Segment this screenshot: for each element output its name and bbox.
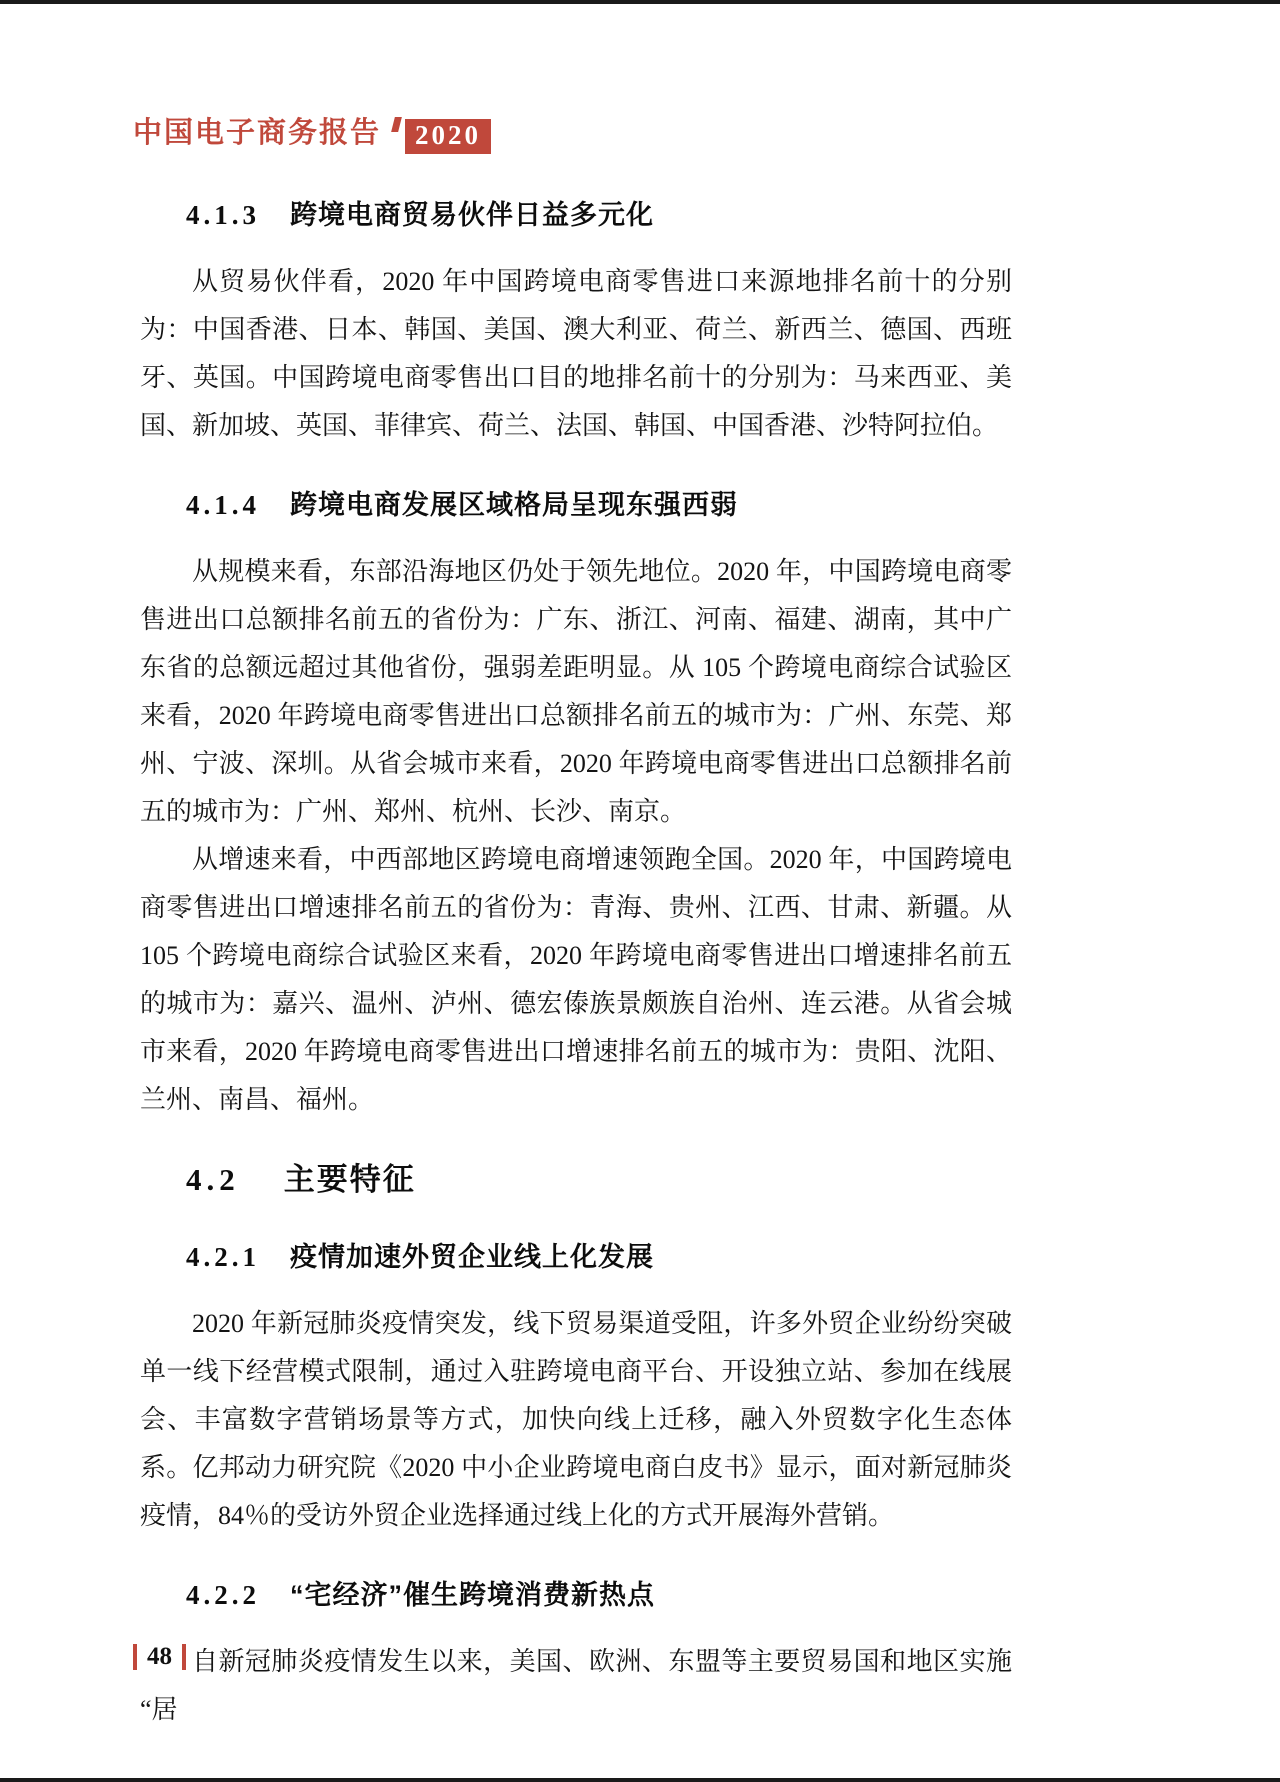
heading-title: 跨境电商贸易伙伴日益多元化 (290, 200, 654, 230)
section-heading-4-1-4 (186, 486, 1012, 524)
section-heading-4-1-3 (186, 196, 1012, 234)
heading-title: 主要特征 (283, 1162, 416, 1197)
page-number: 48 (147, 1643, 172, 1670)
paragraph: 从贸易伙伴看，2020 年中国跨境电商零售进口来源地排名前十的分别为：中国香港、日本、韩国、美国、澳大利亚、荷兰、新西兰、德国、西班牙、英国。中国跨境电商零售出口目的地排名前十的分别为：马来西亚、美国、新加坡、英国、菲律宾、荷兰、法国、韩国、中国香港、沙特阿拉伯。 (140, 267, 1012, 440)
paragraph: 从规模来看，东部沿海地区仍处于领先地位。2020 年，中国跨境电商零售进出口总额排名前五的省份为：广东、浙江、河南、福建、湖南，其中广东省的总额远超过其他省份，强弱差距明显。从 105 个跨境电商综合试验区来看，2020 年跨境电商零售进出口总额排名前五的城市为：广州、东莞、郑州、宁波、深圳。从省会城市来看，2020 年跨境电商零售进出口总额排名前五的城市为：广州、郑州、杭州、长沙、南京。 (140, 557, 1012, 826)
paragraph: 2020 年新冠肺炎疫情突发，线下贸易渠道受阻，许多外贸企业纷纷突破单一线下经营模式限制，通过入驻跨境电商平台、开设独立站、参加在线展会、丰富数字营销场景等方式，加快向线上迁移，融入外贸数字化生态体系。亿邦动力研究院《2020 中小企业跨境电商白皮书》显示，面对新冠肺炎疫情，84％的受访外贸企业选择通过线上化的方式开展海外营销。 (140, 1309, 1012, 1530)
section-heading-4-2-2 (186, 1576, 1012, 1614)
report-year-badge: 2020 (405, 119, 491, 154)
heading-title: “宅经济”催生跨境消费新热点 (290, 1580, 655, 1610)
heading-number: 4.2.2 (186, 1580, 260, 1610)
paragraph: 自新冠肺炎疫情发生以来，美国、欧洲、东盟等主要贸易国和地区实施“居 (140, 1647, 1012, 1724)
page-number-bar-left (133, 1644, 137, 1670)
page-bottom-edge (0, 1778, 1280, 1782)
heading-title: 疫情加速外贸企业线上化发展 (290, 1242, 654, 1272)
heading-number: 4.1.4 (186, 490, 260, 520)
page-content (140, 0, 1012, 1734)
heading-title: 跨境电商发展区域格局呈现东强西弱 (290, 490, 738, 520)
heading-number: 4.1.3 (186, 200, 260, 230)
heading-number: 4.2.1 (186, 1242, 260, 1272)
section-heading-4-2 (186, 1158, 1012, 1202)
paragraph: 从增速来看，中西部地区跨境电商增速领跑全国。2020 年，中国跨境电商零售进出口增速排名前五的省份为：青海、贵州、江西、甘肃、新疆。从 105 个跨境电商综合试验区来看，2020 年跨境电商零售进出口增速排名前五的城市为：嘉兴、温州、泸州、德宏傣族景颇族自治州、连云港。从省会城市来看，2020 年跨境电商零售进出口增速排名前五的城市为：贵阳、沈阳、兰州、南昌、福州。 (140, 845, 1012, 1114)
report-header-title: 中国电子商务报告 (133, 117, 382, 149)
heading-number: 4.2 (186, 1162, 240, 1197)
page-number-bar-right (182, 1644, 186, 1670)
page-footer (133, 1643, 186, 1671)
section-heading-4-2-1 (186, 1238, 1012, 1276)
